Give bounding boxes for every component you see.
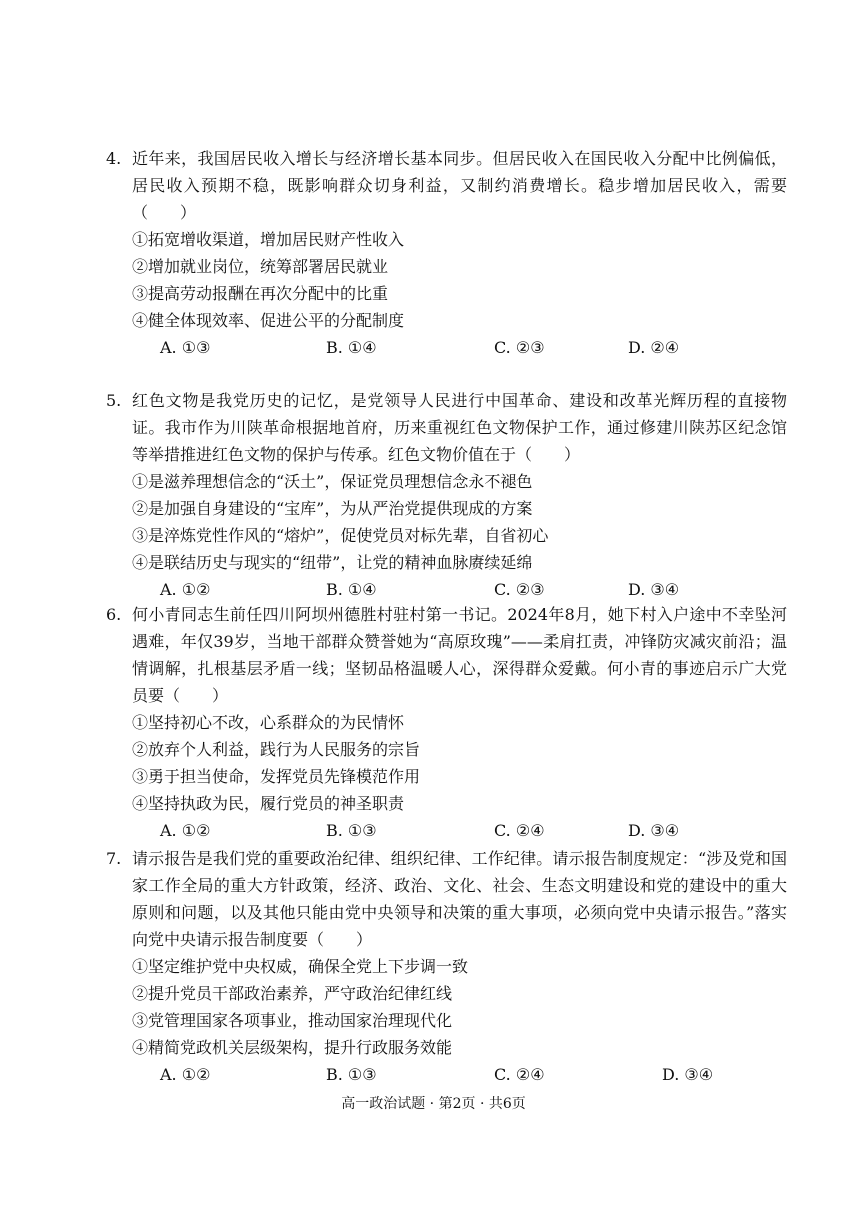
question-5 [106, 387, 787, 603]
choice-d: D. ③④ [628, 580, 680, 599]
question-stem: 红色文物是我党历史的记忆，是党领导人民进行中国革命、建设和改革光辉历程的直接物证。我市作为川陕革命根据地首府，历来重视红色文物保护工作，通过修建川陕苏区纪念馆等举措推进红色文物的保护与传承。红色文物价值在于（ ） [132, 391, 787, 464]
question-number: 6. [106, 605, 122, 624]
choice-d: D. ③④ [628, 821, 680, 840]
statement-option: ①是滋养理想信念的“沃土”，保证党员理想信念永不褪色 [132, 472, 533, 491]
question-stem: 请示报告是我们党的重要政治纪律、组织纪律、工作纪律。请示报告制度规定：“涉及党和国家工作全局的重大方针政策，经济、政治、文化、社会、生态文明建设和党的建设中的重大原则和问题，以及其他只能由党中央领导和决策的重大事项，必须向党中央请示报告。”落实向党中央请示报告制度要（ ） [132, 849, 787, 949]
question-4 [106, 145, 787, 361]
statement-option: ③提高劳动报酬在再次分配中的比重 [132, 284, 389, 303]
statement-option: ①坚定维护党中央权威，确保全党上下步调一致 [132, 957, 469, 976]
statement-option: ④精简党政机关层级架构，提升行政服务效能 [132, 1038, 453, 1057]
answer-choices [132, 1061, 787, 1088]
choice-a: A. ①② [160, 580, 211, 599]
question-stem: 近年来，我国居民收入增长与经济增长基本同步。但居民收入在国民收入分配中比例偏低，居民收入预期不稳，既影响群众切身利益，又制约消费增长。稳步增加居民收入，需要（ ） [132, 149, 787, 222]
choice-c: C. ②③ [494, 338, 545, 357]
statement-option: ②是加强自身建设的“宝库”，为从严治党提供现成的方案 [132, 499, 533, 518]
statement-option: ①坚持初心不改，心系群众的为民情怀 [132, 713, 405, 732]
answer-choices [132, 817, 787, 844]
answer-choices [132, 576, 787, 603]
choice-d: D. ②④ [628, 338, 680, 357]
question-number: 4. [106, 149, 122, 168]
choice-c: C. ②③ [494, 580, 545, 599]
statement-option: ③党管理国家各项事业，推动国家治理现代化 [132, 1011, 453, 1030]
choice-a: A. ①② [160, 821, 211, 840]
statement-option: ②提升党员干部政治素养，严守政治纪律红线 [132, 984, 453, 1003]
question-6 [106, 601, 787, 844]
question-stem: 何小青同志生前任四川阿坝州德胜村驻村第一书记。2024年8月，她下村入户途中不幸坠河遇难，年仅39岁，当地干部群众赞誉她为“高原玫瑰”——柔肩扛责，冲锋防灾减灾前沿；温情调解，扎根基层矛盾一线；坚韧品格温暖人心，深得群众爱戴。何小青的事迹启示广大党员要（ ） [132, 605, 787, 705]
statement-option: ②放弃个人利益，践行为人民服务的宗旨 [132, 740, 421, 759]
choice-b: B. ①④ [326, 580, 377, 599]
choice-c: C. ②④ [494, 1065, 545, 1084]
choice-b: B. ①③ [326, 1065, 377, 1084]
choice-b: B. ①④ [326, 338, 377, 357]
page-footer: 高一政治试题 · 第2页 · 共6页 [341, 1096, 526, 1112]
statement-option: ③勇于担当使命，发挥党员先锋模范作用 [132, 767, 421, 786]
answer-choices [132, 334, 787, 361]
statement-option: ④是联结历史与现实的“纽带”，让党的精神血脉赓续延绵 [132, 553, 533, 572]
choice-c: C. ②④ [494, 821, 545, 840]
choice-a: A. ①② [160, 1065, 211, 1084]
choice-d: D. ③④ [662, 1065, 714, 1084]
statement-option: ③是淬炼党性作风的“熔炉”，促使党员对标先辈，自省初心 [132, 526, 549, 545]
question-number: 5. [106, 391, 122, 410]
statement-option: ④健全体现效率、促进公平的分配制度 [132, 311, 405, 330]
question-7 [106, 845, 787, 1088]
choice-b: B. ①③ [326, 821, 377, 840]
statement-option: ④坚持执政为民，履行党员的神圣职责 [132, 794, 405, 813]
choice-a: A. ①③ [160, 338, 211, 357]
question-number: 7. [106, 849, 122, 868]
statement-option: ①拓宽增收渠道，增加居民财产性收入 [132, 230, 405, 249]
statement-option: ②增加就业岗位，统筹部署居民就业 [132, 257, 389, 276]
